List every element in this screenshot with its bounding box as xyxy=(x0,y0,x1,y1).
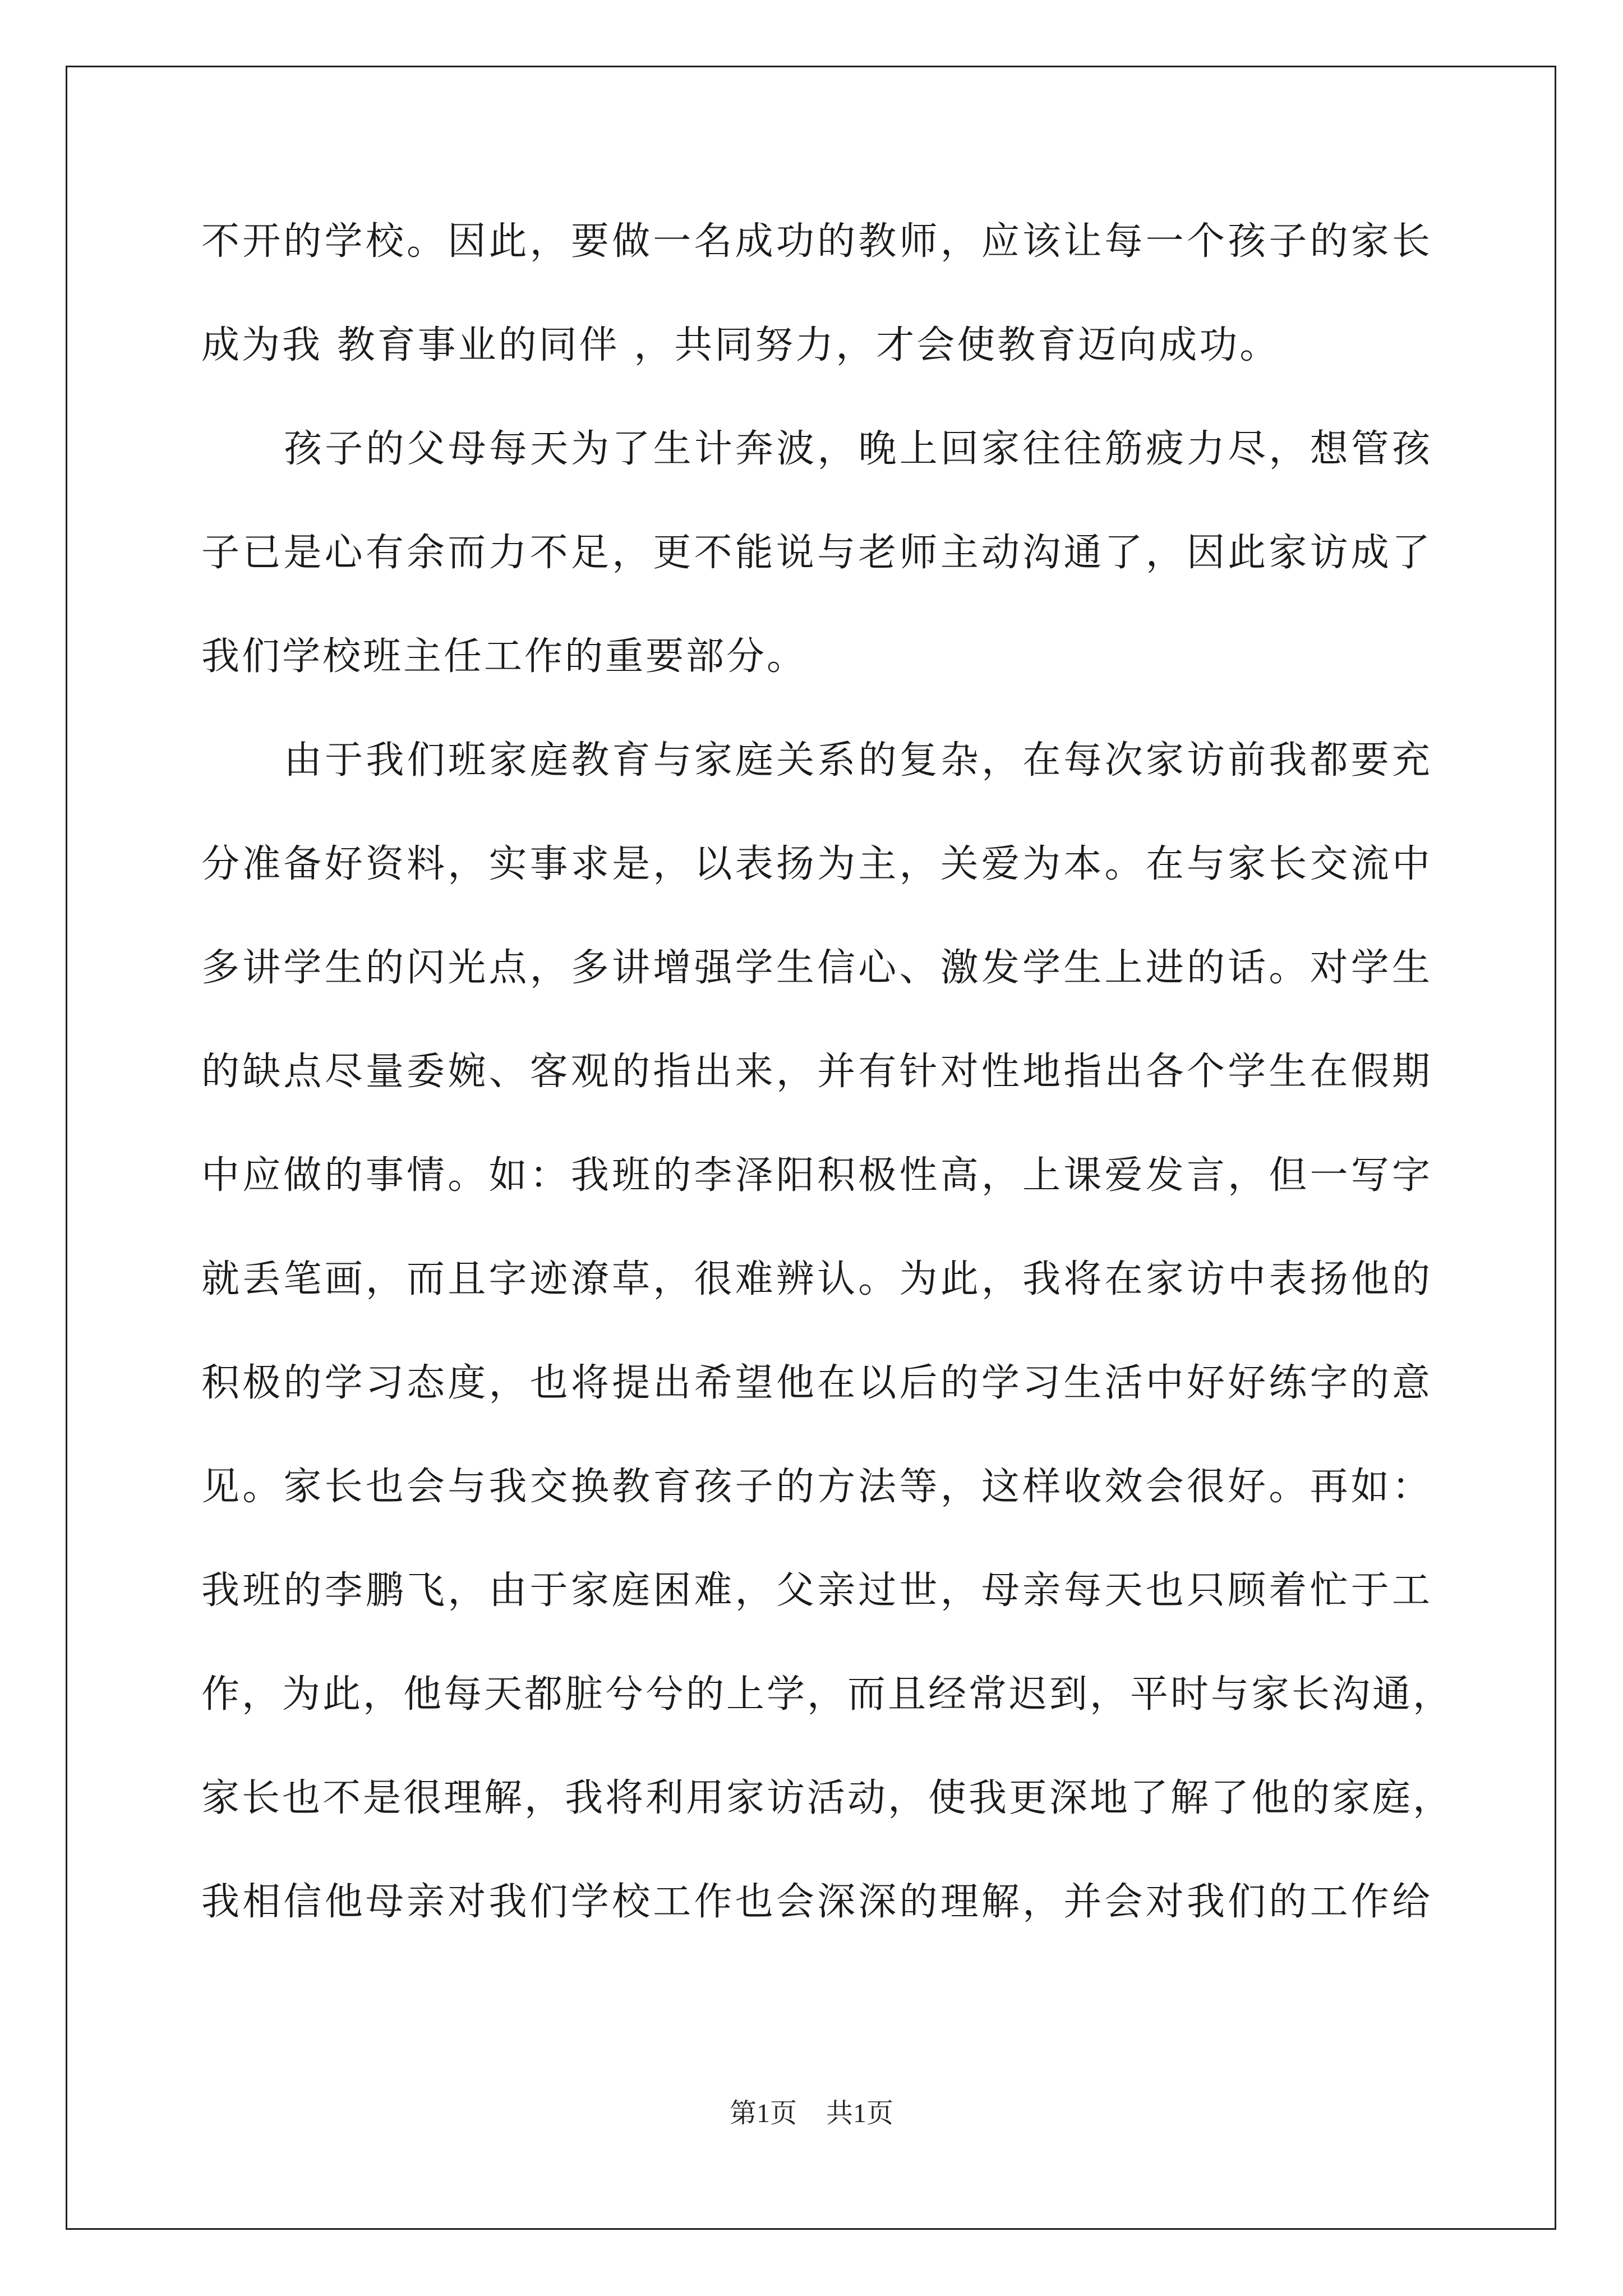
paragraph-3-line-7: 积极的学习态度，也将提出希望他在以后的学习生活中好好练字的意 xyxy=(201,1361,1432,1405)
paragraph-2-line-1: 孩子的父母每天为了生计奔波，晚上回家往往筋疲力尽，想管孩 xyxy=(284,427,1432,471)
paragraph-3-line-5: 中应做的事情。如：我班的李泽阳积极性高，上课爱发言，但一写字 xyxy=(201,1153,1432,1198)
paragraph-3-line-4: 的缺点尽量委婉、客观的指出来，并有针对性地指出各个学生在假期 xyxy=(201,1050,1432,1094)
paragraph-3-line-10: 作，为此，他每天都脏兮兮的上学，而且经常迟到，平时与家长沟通， xyxy=(201,1672,1454,1717)
page-footer xyxy=(0,2091,1623,2130)
paragraph-3-line-1: 由于我们班家庭教育与家庭关系的复杂，在每次家访前我都要充 xyxy=(284,738,1432,783)
paragraph-3-line-12: 我相信他母亲对我们学校工作也会深深的理解，并会对我们的工作给 xyxy=(201,1880,1432,1924)
document-body xyxy=(201,211,1454,1975)
paragraph-2-line-2: 子已是心有余而力不足，更不能说与老师主动沟通了，因此家访成了 xyxy=(201,531,1432,575)
paragraph-3-line-6: 就丢笔画，而且字迹潦草，很难辨认。为此，我将在家访中表扬他的 xyxy=(201,1257,1432,1301)
paragraph-3-line-9: 我班的李鹏飞，由于家庭困难，父亲过世，母亲每天也只顾着忙于工 xyxy=(201,1568,1432,1613)
paragraph-3-line-3: 多讲学生的闪光点，多讲增强学生信心、激发学生上进的话。对学生 xyxy=(201,946,1432,990)
paragraph-3-line-2: 分准备好资料，实事求是，以表扬为主，关爱为本。在与家长交流中 xyxy=(201,842,1432,886)
paragraph-1-line-1: 不开的学校。因此，要做一名成功的教师，应该让每一个孩子的家长 xyxy=(201,219,1432,264)
page-number-total: 共1页 xyxy=(826,2099,894,2128)
paragraph-2-line-3: 我们学校班主任工作的重要部分。 xyxy=(201,634,808,679)
paragraph-1-line-2: 成为我 教育事业的同伴 ，共同努力，才会使教育迈向成功。 xyxy=(201,323,1280,367)
paragraph-3-line-8: 见。家长也会与我交换教育孩子的方法等，这样收效会很好。再如： xyxy=(201,1465,1432,1509)
page-number-current: 第1页 xyxy=(729,2099,797,2128)
paragraph-3-line-11: 家长也不是很理解，我将利用家访活动，使我更深地了解了他的家庭， xyxy=(201,1776,1454,1820)
